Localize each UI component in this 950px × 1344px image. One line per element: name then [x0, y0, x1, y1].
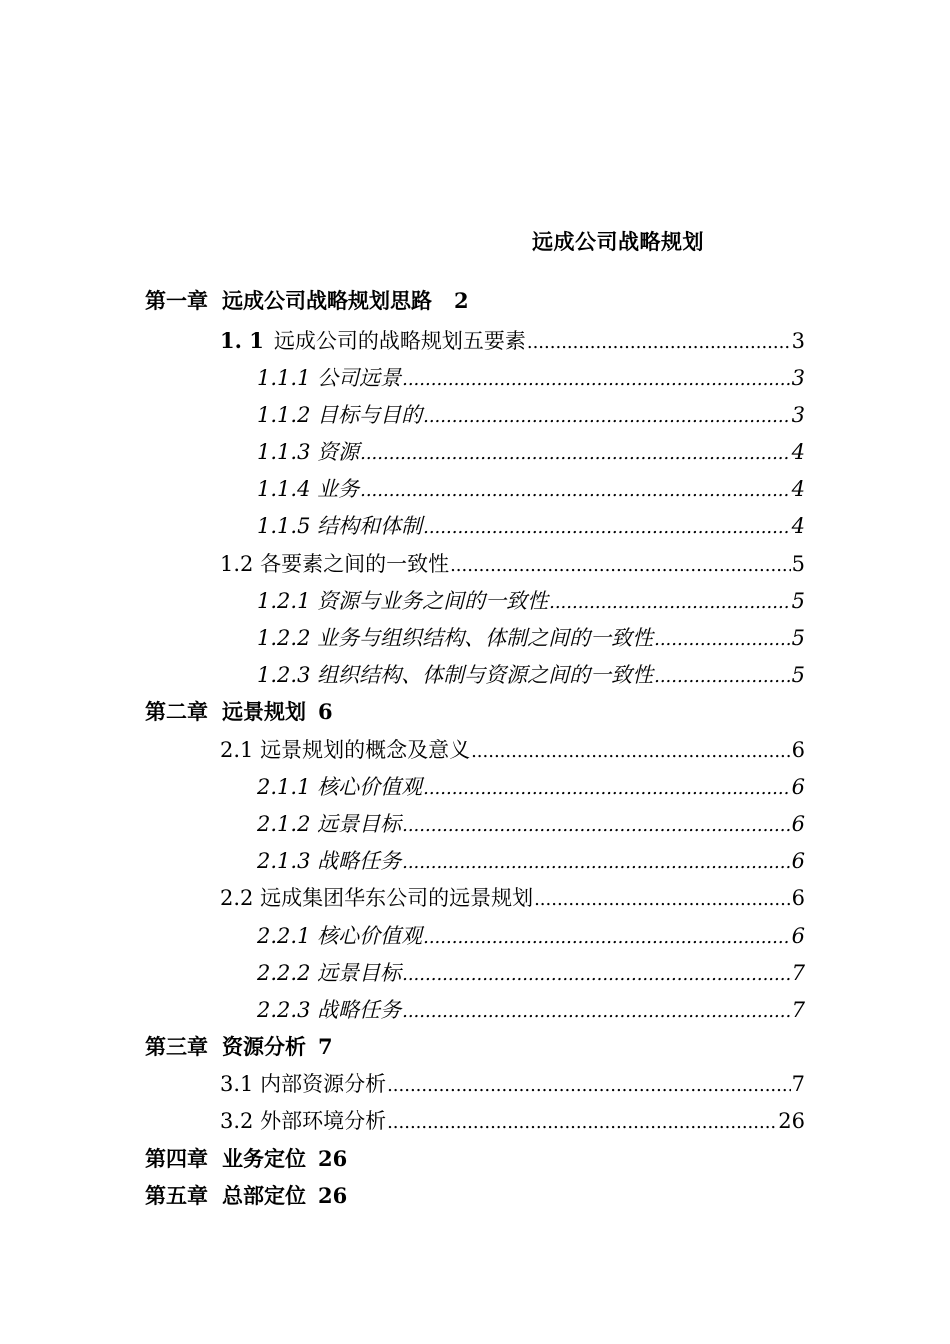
chapter-page-number: 7 [318, 1034, 333, 1059]
dot-leader [549, 586, 791, 620]
toc-subsection-2-1-1[interactable] [257, 770, 805, 804]
toc-section-3-1[interactable] [220, 1067, 805, 1101]
dot-leader [402, 995, 791, 1029]
chapter-page-number: 6 [318, 699, 333, 724]
toc-subsection-2-2-2[interactable] [257, 956, 805, 990]
section-label: 2.2 远成集团华东公司的远景规划 [220, 886, 534, 910]
chapter-title: 远景规划 [222, 700, 306, 724]
subsection-label: 2.2.1 核心价值观 [257, 924, 423, 948]
subsection-label: 1.1.2 目标与目的 [257, 403, 423, 427]
subsection-page-number: 4 [791, 440, 805, 464]
chapter-page-number: 26 [318, 1146, 348, 1171]
section-label: 1.2 各要素之间的一致性 [220, 552, 450, 576]
chapter-title: 业务定位 [222, 1147, 306, 1171]
section-label: 3.2 外部环境分析 [220, 1109, 387, 1133]
subsection-label: 1.1.3 资源 [257, 440, 360, 464]
chapter-label: 第五章 [145, 1184, 208, 1208]
subsection-label: 1.2.2 业务与组织结构、体制之间的一致性 [257, 626, 654, 650]
subsection-label: 1.1.4 业务 [257, 477, 360, 501]
chapter-label: 第四章 [145, 1147, 208, 1171]
subsection-page-number: 3 [791, 403, 805, 427]
toc-section-1-2[interactable] [220, 547, 805, 581]
dot-leader [534, 883, 791, 917]
toc-subsection-1-1-5[interactable] [257, 509, 805, 543]
subsection-page-number: 6 [791, 812, 805, 836]
subsection-label: 2.2.2 远景目标 [257, 961, 402, 985]
section-label: 2.1 远景规划的概念及意义 [220, 738, 471, 762]
dot-leader [360, 474, 791, 508]
dot-leader [423, 921, 791, 955]
section-page-number: 3 [791, 329, 805, 353]
chapter-title: 远成公司战略规划思路 [222, 289, 432, 313]
subsection-label: 1.2.1 资源与业务之间的一致性 [257, 589, 549, 613]
toc-subsection-2-1-2[interactable] [257, 807, 805, 841]
dot-leader [387, 1069, 791, 1103]
toc-section-2-2[interactable] [220, 881, 805, 915]
toc-subsection-1-2-3[interactable] [257, 658, 805, 692]
section-page-number: 6 [791, 738, 805, 762]
section-page-number: 7 [791, 1072, 805, 1096]
toc-section-3-2[interactable] [220, 1104, 805, 1138]
toc-subsection-1-1-3[interactable] [257, 435, 805, 469]
subsection-label: 1.1.5 结构和体制 [257, 514, 423, 538]
subsection-label: 2.1.1 核心价值观 [257, 775, 423, 799]
dot-leader [423, 511, 791, 545]
subsection-page-number: 6 [791, 775, 805, 799]
toc-section-2-1[interactable] [220, 733, 805, 767]
section-number: 1. 1 [220, 328, 264, 353]
dot-leader [527, 326, 791, 360]
subsection-page-number: 5 [791, 663, 805, 687]
section-page-number: 26 [778, 1109, 805, 1133]
section-title: 远成公司的战略规划五要素 [273, 329, 526, 353]
section-page-number: 5 [791, 552, 805, 576]
dot-leader [402, 363, 791, 397]
toc-chapter-1[interactable] [145, 284, 469, 318]
toc-subsection-2-2-1[interactable] [257, 919, 805, 953]
dot-leader [471, 735, 791, 769]
subsection-label: 2.1.3 战略任务 [257, 849, 402, 873]
toc-chapter-5[interactable] [145, 1179, 347, 1213]
dot-leader [360, 437, 791, 471]
chapter-title: 总部定位 [222, 1184, 306, 1208]
toc-subsection-1-1-1[interactable] [257, 361, 805, 395]
chapter-title: 资源分析 [222, 1035, 306, 1059]
subsection-page-number: 7 [791, 961, 805, 985]
toc-subsection-1-2-1[interactable] [257, 584, 805, 618]
toc-chapter-4[interactable] [145, 1142, 347, 1176]
subsection-page-number: 6 [791, 849, 805, 873]
toc-chapter-3[interactable] [145, 1030, 333, 1064]
chapter-label: 第三章 [145, 1035, 208, 1059]
subsection-label: 2.1.2 远景目标 [257, 812, 402, 836]
subsection-label: 1.2.3 组织结构、体制与资源之间的一致性 [257, 663, 654, 687]
subsection-page-number: 5 [791, 626, 805, 650]
dot-leader [654, 623, 791, 657]
section-page-number: 6 [791, 886, 805, 910]
toc-section-1-1[interactable] [220, 324, 805, 358]
dot-leader [654, 660, 791, 694]
dot-leader [402, 846, 791, 880]
chapter-page-number: 2 [454, 288, 469, 313]
chapter-page-number: 26 [318, 1183, 348, 1208]
subsection-page-number: 4 [791, 514, 805, 538]
subsection-page-number: 3 [791, 366, 805, 390]
dot-leader [402, 958, 791, 992]
subsection-page-number: 4 [791, 477, 805, 501]
document-title: 远成公司战略规划 [532, 230, 704, 254]
dot-leader [402, 809, 791, 843]
chapter-label: 第二章 [145, 700, 208, 724]
section-label: 3.1 内部资源分析 [220, 1072, 387, 1096]
subsection-page-number: 6 [791, 924, 805, 948]
dot-leader [387, 1106, 777, 1140]
dot-leader [423, 772, 791, 806]
toc-chapter-2[interactable] [145, 695, 333, 729]
toc-subsection-1-2-2[interactable] [257, 621, 805, 655]
dot-leader [450, 549, 791, 583]
toc-subsection-2-2-3[interactable] [257, 993, 805, 1027]
dot-leader [423, 400, 791, 434]
subsection-label: 1.1.1 公司远景 [257, 366, 402, 390]
section-label [220, 324, 526, 358]
chapter-label: 第一章 [145, 289, 208, 313]
toc-subsection-1-1-4[interactable] [257, 472, 805, 506]
toc-subsection-1-1-2[interactable] [257, 398, 805, 432]
subsection-page-number: 5 [791, 589, 805, 613]
subsection-label: 2.2.3 战略任务 [257, 998, 402, 1022]
toc-subsection-2-1-3[interactable] [257, 844, 805, 878]
subsection-page-number: 7 [791, 998, 805, 1022]
